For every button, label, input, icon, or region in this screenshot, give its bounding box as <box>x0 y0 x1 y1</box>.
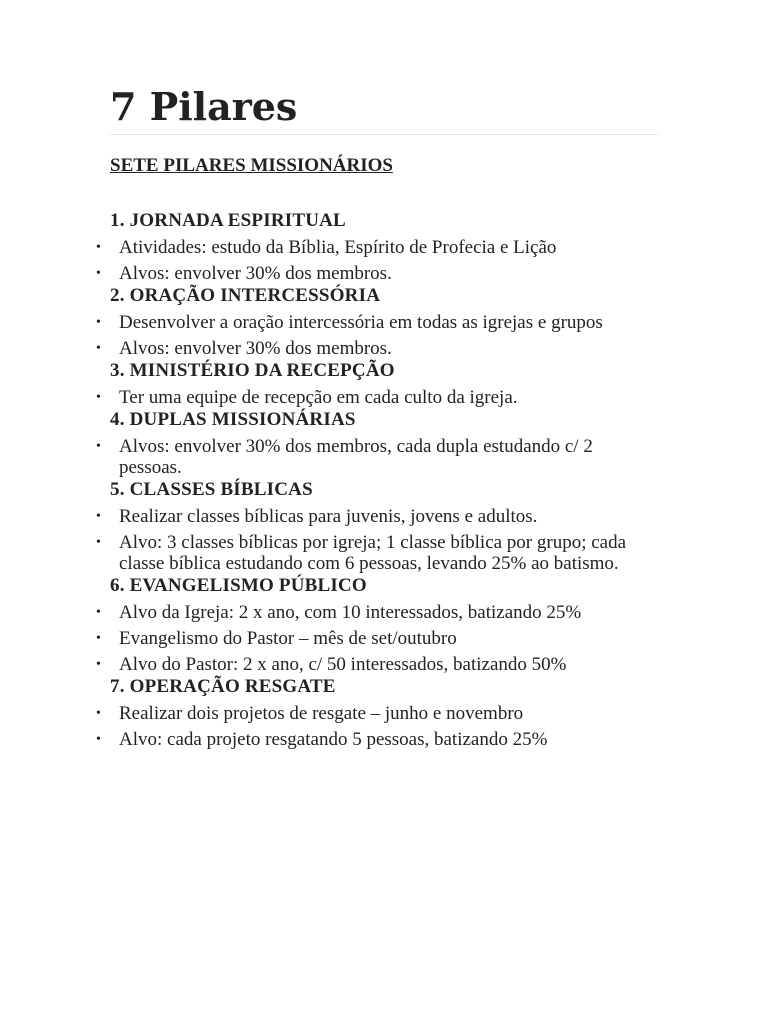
pillar-section <box>96 478 658 574</box>
bullet-list <box>96 602 658 675</box>
bullet-icon: • <box>96 341 101 356</box>
list-item-text: Desenvolver a oração intercessória em todas as igrejas e grupos <box>119 312 603 333</box>
list-item <box>96 237 658 258</box>
list-item <box>96 338 658 359</box>
list-item-text: Alvos: envolver 30% dos membros. <box>119 263 392 284</box>
section-heading: 3. MINISTÉRIO DA RECEPÇÃO <box>110 360 395 381</box>
bullet-icon: • <box>96 509 101 524</box>
list-item <box>96 602 658 623</box>
bullet-icon: • <box>96 439 101 454</box>
list-item-text: Alvo da Igreja: 2 x ano, com 10 interessados, batizando 25% <box>119 602 582 623</box>
list-item-text: Realizar classes bíblicas para juvenis, jovens e adultos. <box>119 506 538 527</box>
bullet-icon: • <box>96 240 101 255</box>
bullet-list <box>96 237 658 284</box>
bullet-list <box>96 506 658 574</box>
list-item-text: Alvos: envolver 30% dos membros. <box>119 338 392 359</box>
list-item-text: Realizar dois projetos de resgate – junho e novembro <box>119 703 524 724</box>
list-item <box>96 436 658 478</box>
bullet-icon: • <box>96 535 101 550</box>
bullet-icon: • <box>96 732 101 747</box>
list-item <box>96 506 658 527</box>
bullet-icon: • <box>96 605 101 620</box>
pillar-section <box>96 574 658 675</box>
section-heading: 6. EVANGELISMO PÚBLICO <box>110 575 367 596</box>
list-item-text: Ter uma equipe de recepção em cada culto da igreja. <box>119 387 518 408</box>
pillar-section <box>96 408 658 478</box>
section-heading: 7. OPERAÇÃO RESGATE <box>110 676 336 697</box>
bullet-icon: • <box>96 315 101 330</box>
list-item-text: Alvo: cada projeto resgatando 5 pessoas, batizando 25% <box>119 729 548 750</box>
pillars-list <box>96 209 658 750</box>
section-heading: 2. ORAÇÃO INTERCESSÓRIA <box>110 285 381 306</box>
list-item <box>96 729 658 750</box>
list-item-text: Alvo do Pastor: 2 x ano, c/ 50 interessados, batizando 50% <box>119 654 567 675</box>
list-item <box>96 532 658 574</box>
section-heading: 4. DUPLAS MISSIONÁRIAS <box>110 409 356 430</box>
pillar-section <box>96 675 658 750</box>
bullet-icon: • <box>96 706 101 721</box>
bullet-list <box>96 387 658 408</box>
title-divider <box>110 134 658 135</box>
list-item <box>96 312 658 333</box>
document-subtitle: SETE PILARES MISSIONÁRIOS <box>110 155 393 176</box>
bullet-list <box>96 436 658 478</box>
list-item-text: Alvo: 3 classes bíblicas por igreja; 1 classe bíblica por grupo; cada classe bíblica estudando com 6 pessoas, levando 25% ao batismo. <box>119 532 627 574</box>
pillar-section <box>96 209 658 284</box>
bullet-list <box>96 312 658 359</box>
document-page <box>96 84 658 750</box>
list-item-text: Evangelismo do Pastor – mês de set/outubro <box>119 628 457 649</box>
bullet-icon: • <box>96 631 101 646</box>
bullet-icon: • <box>96 390 101 405</box>
section-heading: 5. CLASSES BÍBLICAS <box>110 479 313 500</box>
list-item <box>96 263 658 284</box>
bullet-list <box>96 703 658 750</box>
list-item <box>96 387 658 408</box>
page-title: 7 Pilares <box>110 84 298 129</box>
list-item-text: Atividades: estudo da Bíblia, Espírito de Profecia e Lição <box>119 237 557 258</box>
pillar-section <box>96 359 658 408</box>
list-item-text: Alvos: envolver 30% dos membros, cada dupla estudando c/ 2 pessoas. <box>119 436 593 478</box>
list-item <box>96 703 658 724</box>
section-heading: 1. JORNADA ESPIRITUAL <box>110 210 346 231</box>
bullet-icon: • <box>96 657 101 672</box>
bullet-icon: • <box>96 266 101 281</box>
pillar-section <box>96 284 658 359</box>
list-item <box>96 654 658 675</box>
list-item <box>96 628 658 649</box>
